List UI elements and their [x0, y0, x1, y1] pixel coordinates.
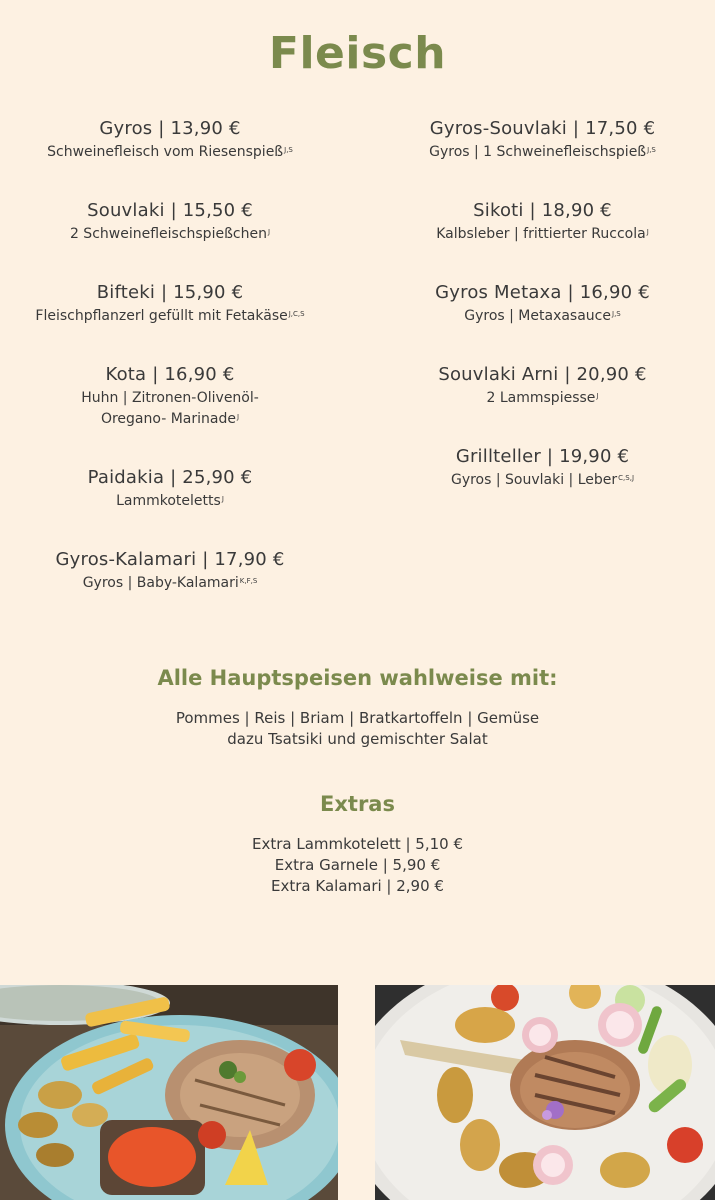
dish-item: [385, 198, 700, 280]
dish-item: [10, 362, 330, 465]
allergen-codes: J: [646, 228, 649, 236]
dish-item: [10, 116, 330, 198]
dish-item: [10, 547, 330, 629]
allergen-codes: J,S: [284, 146, 293, 154]
allergen-codes: C,S,J: [618, 474, 635, 482]
dish-item: [385, 362, 700, 444]
dish-name: Souvlaki Arni | 20,90 €: [438, 364, 647, 385]
extras-heading: Extras: [320, 792, 395, 816]
sides-heading: Alle Hauptspeisen wahlweise mit:: [157, 666, 558, 690]
dish-name: Bifteki | 15,90 €: [96, 282, 244, 303]
allergen-codes: J,S: [647, 146, 656, 154]
dish-description: Gyros | 1 Schweinefleischspieß$^{J,S}$: [429, 144, 656, 160]
sides-section: [0, 666, 715, 750]
dish-name: Kota | 16,90 €: [105, 364, 235, 385]
allergen-codes: K,F,S: [239, 577, 258, 585]
dish-description: Gyros | Baby-Kalamari$^{K,F,S}$: [82, 575, 258, 591]
dish-item: [385, 444, 700, 526]
food-photo-lamb: [375, 985, 715, 1200]
dish-description: Schweinefleisch vom Riesenspieß$^{J,S}$: [47, 144, 293, 160]
dish-item: [10, 280, 330, 362]
allergen-codes: J,C,S: [288, 310, 305, 318]
allergen-codes: J: [267, 228, 271, 236]
dish-name: Sikoti | 18,90 €: [473, 200, 612, 221]
extras-item: Extra Kalamari | 2,90 €: [271, 877, 444, 895]
dish-name: Gyros | 13,90 €: [99, 118, 241, 139]
sides-line: Pommes | Reis | Briam | Bratkartoffeln | Gemüse: [175, 709, 540, 727]
food-photo-gyros: [0, 985, 338, 1200]
dish-description: Gyros | Metaxasauce$^{J,S}$: [464, 308, 621, 324]
dish-name: Gyros-Souvlaki | 17,50 €: [429, 118, 656, 139]
dish-description: Lammkoteletts$^J$: [116, 493, 224, 509]
dish-name: Gyros-Kalamari | 17,90 €: [55, 549, 285, 570]
dish-item: [10, 465, 330, 547]
extras-item: Extra Garnele | 5,90 €: [274, 856, 441, 874]
dish-description: Gyros | Souvlaki | Leber$^{C,S,J}$: [450, 472, 635, 488]
extras-section: [0, 792, 715, 897]
dish-description: 2 Schweinefleischspießchen$^J$: [69, 226, 271, 242]
allergen-codes: J: [596, 392, 599, 400]
dish-description: Huhn | Zitronen-Olivenöl-Oregano- Marinade$^J$: [81, 390, 259, 427]
dish-item: [10, 198, 330, 280]
dish-description: Fleischpflanzerl gefüllt mit Fetakäse$^{J,C,S}$: [35, 308, 305, 324]
left-dish-column: [10, 116, 330, 629]
extras-item: Extra Lammkotelett | 5,10 €: [251, 835, 464, 853]
dish-description: 2 Lammspiesse$^J$: [486, 390, 599, 406]
food-photos: [0, 985, 715, 1200]
allergen-codes: J,S: [612, 310, 621, 318]
page-title: Fleisch: [268, 28, 447, 79]
dish-name: Grillteller | 19,90 €: [455, 446, 630, 467]
allergen-codes: J: [236, 413, 240, 421]
sides-line: dazu Tsatsiki und gemischter Salat: [227, 730, 488, 748]
dish-name: Gyros Metaxa | 16,90 €: [435, 282, 650, 303]
dish-item: [385, 280, 700, 362]
dish-description: Kalbsleber | frittierter Ruccola$^J$: [436, 226, 649, 242]
dish-name: Paidakia | 25,90 €: [87, 467, 253, 488]
right-dish-column: [385, 116, 700, 526]
dish-item: [385, 116, 700, 198]
allergen-codes: J: [221, 495, 224, 503]
dish-name: Souvlaki | 15,50 €: [87, 200, 253, 221]
